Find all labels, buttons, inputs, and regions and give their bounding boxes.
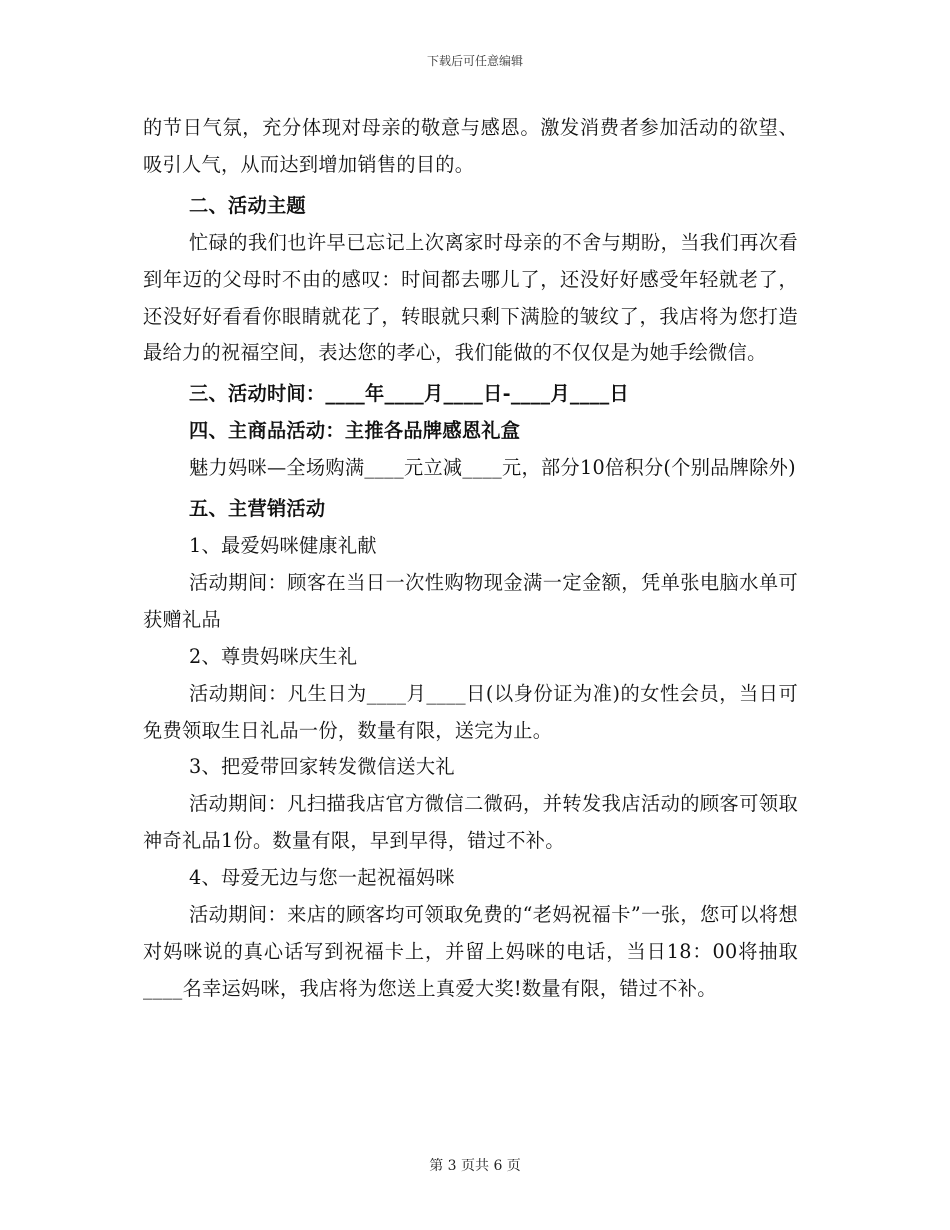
paragraph: 活动期间：凡扫描我店官方微信二微码，并转发我店活动的顾客可领取神奇礼品1份。数量有限，早到早得，错过不补。	[143, 792, 798, 853]
subheading-item-3: 3、把爱带回家转发微信送大礼	[189, 755, 455, 779]
subheading-item-2: 2、尊贵妈咪庆生礼	[189, 644, 358, 668]
paragraph: 魅力妈咪—全场购满____元立减____元，部分10倍积分(个别品牌除外)	[189, 456, 796, 480]
document-body	[143, 110, 798, 1008]
paragraph: 的节日气氛，充分体现对母亲的敬意与感恩。激发消费者参加活动的欲望、吸引人气，从而达到增加销售的目的。	[143, 116, 798, 176]
paragraph: 活动期间：顾客在当日一次性购物现金满一定金额，凭单张电脑水单可获赠礼品	[143, 570, 798, 631]
paragraph: 活动期间：凡生日为____月____日(以身份证为准)的女性会员，当日可免费领取生日礼品一份，数量有限，送完为止。	[143, 681, 798, 742]
paragraph: 忙碌的我们也许早已忘记上次离家时母亲的不舍与期盼，当我们再次看到年迈的父母时不由的感叹：时间都去哪儿了，还没好好感受年轻就老了，还没好好看看你眼睛就花了，转眼就只剩下满脸的皱纹了，我店将为您打造最给力的祝福空间，表达您的孝心，我们能做的不仅仅是为她手绘微信。	[143, 230, 798, 365]
section-heading-marketing: 五、主营销活动	[189, 497, 326, 521]
paragraph: 活动期间：来店的顾客均可领取免费的“老妈祝福卡”一张，您可以将想对妈咪说的真心话写到祝福卡上，并留上妈咪的电话，当日18：00将抽取____名幸运妈咪，我店将为您送上真爱大奖!数量有限，错过不补。	[143, 903, 798, 1000]
section-heading-time: 三、活动时间：____年____月____日-____月____日	[189, 382, 629, 406]
section-heading-theme: 二、活动主题	[189, 193, 306, 217]
section-heading-main-product: 四、主商品活动：主推各品牌感恩礼盒	[189, 419, 521, 443]
subheading-item-4: 4、母爱无边与您一起祝福妈咪	[189, 866, 455, 890]
page-header: 下载后可任意编辑	[426, 54, 523, 68]
page-footer: 第 3 页共 6 页	[429, 1158, 521, 1174]
subheading-item-1: 1、最爱妈咪健康礼献	[189, 533, 377, 557]
